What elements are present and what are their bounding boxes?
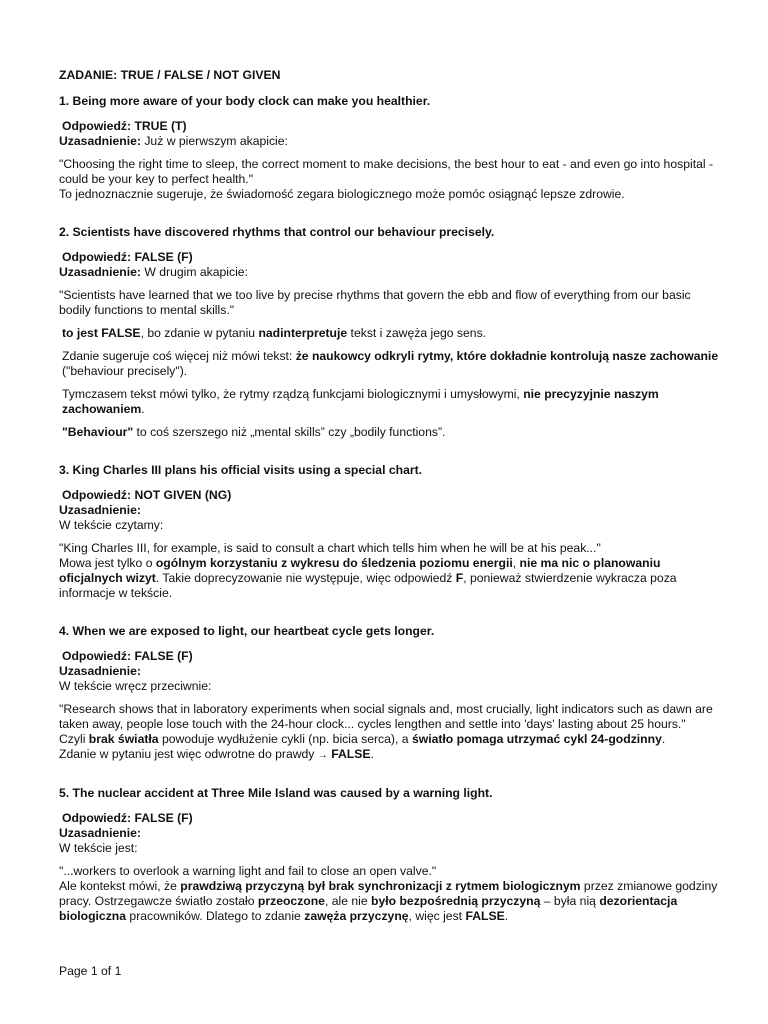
text: tekst i zawęża jego sens. [347,326,487,340]
text: . [504,909,509,923]
document-body [59,68,719,924]
justification-2 [59,265,719,280]
bold-text: FALSE [465,909,505,923]
comment-1: To jednoznacznie sugeruje, że świadomość zegara biologicznego może pomóc osiągnąć lepsze zdrowie. [59,187,625,201]
quote-5: "...workers to overlook a warning light and fail to close an open valve." [59,864,437,878]
item-3 [59,463,719,601]
bold-text: przeoczone [257,894,325,908]
question-5: 5. The nuclear accident at Three Mile Island was caused by a warning light. [59,786,493,800]
answer-3: Odpowiedź: NOT GIVEN (NG) [62,488,232,502]
arrow-right-icon: → [317,750,328,761]
bold-text: brak światła [88,732,159,746]
bold-text: to jest FALSE [62,326,141,340]
text: Zdanie w pytaniu jest więc odwrotne do prawdy [59,747,318,761]
text: Czyli [59,732,89,746]
bold-text: ogólnym korzystaniu z wykresu do śledzenia poziomu energii [155,556,513,570]
item-2 [59,225,719,440]
quote-3: "King Charles III, for example, is said to consult a chart which tells him when he will be at his peak..." [59,541,601,555]
answer-4: Odpowiedź: FALSE (F) [62,649,193,663]
quote-4: "Research shows that in laboratory experiments when social signals and, most crucially, light indicators such as dawn are taken away, people lose touch with the 24-hour clock... cycles lengthen and settle into 'days' lasting about 25 hours." [59,702,713,731]
comment-5 [59,879,719,924]
page-number: Page 1 of 1 [59,964,122,978]
bold-text: że naukowcy odkryli rytmy, które dokładnie kontrolują nasze zachowanie [295,349,719,363]
question-4: 4. When we are exposed to light, our heartbeat cycle gets longer. [59,624,435,638]
text: – była nią [540,894,600,908]
bold-text: prawdziwą przyczyną był brak synchronizacji z rytmem biologicznym [180,879,581,893]
bold-text: F [455,571,464,585]
spacer [59,440,719,463]
item-5 [59,786,719,924]
justification-intro: W tekście czytamy: [59,518,164,532]
justification-intro: W tekście wręcz przeciwnie: [59,679,212,693]
comment-2c [59,387,719,417]
answer-2: Odpowiedź: FALSE (F) [62,250,193,264]
justification-intro: Już w pierwszym akapicie: [140,134,288,148]
text: powoduje wydłużenie cykli (np. bicia serca), a [158,732,412,746]
answer-1: Odpowiedź: TRUE (T) [62,119,187,133]
bold-text: nie ma nic o planowaniu oficjalnych wizyt [59,556,661,585]
item-4 [59,624,719,763]
bold-text: nadinterpretuje [258,326,348,340]
justification-label: Uzasadnienie: [59,265,141,279]
text: , bo zdanie w pytaniu [140,326,259,340]
question-3: 3. King Charles III plans his official visits using a special chart. [59,463,423,477]
spacer [59,763,719,786]
spacer [59,601,719,624]
justification-label: Uzasadnienie: [59,826,141,840]
bold-text: FALSE [331,747,371,761]
question-2: 2. Scientists have discovered rhythms that control our behaviour precisely. [59,225,495,239]
comment-4b [59,747,719,763]
text: Tymczasem tekst mówi tylko, że rytmy rządzą funkcjami biologicznymi i umysłowymi, [62,387,524,401]
text: pracowników. Dlatego to zdanie [126,909,305,923]
comment-3 [59,556,719,601]
item-1 [59,94,719,202]
text: Mowa jest tylko o [59,556,156,570]
text: . [141,402,145,416]
justification-label: Uzasadnienie: [59,503,141,517]
bold-text: zawęża przyczynę [304,909,409,923]
question-1: 1. Being more aware of your body clock can make you healthier. [59,94,431,108]
comment-4a [59,732,719,747]
text: . [661,732,666,746]
text: , ale nie [324,894,372,908]
quote-2: "Scientists have learned that we too live by precise rhythms that govern the ebb and flow of everything from our basic bodily functions to mental skills." [59,288,691,317]
text: Ale kontekst mówi, że [59,879,181,893]
comment-2a [59,326,719,341]
justification-label: Uzasadnienie: [59,664,141,678]
bold-text: "Behaviour" [62,425,134,439]
text: Zdanie sugeruje coś więcej niż mówi tekst: [62,349,296,363]
answer-5: Odpowiedź: FALSE (F) [62,811,193,825]
justification-intro: W drugim akapicie: [140,265,248,279]
quote-1: "Choosing the right time to sleep, the correct moment to make decisions, the best hour to eat - and even go into hospital - could be your key to perfect health." [59,157,714,186]
bold-text: nie precyzyjnie naszym zachowaniem [62,387,659,416]
justification-intro: W tekście jest: [59,841,138,855]
bold-text: dezorientacja biologiczna [59,894,678,923]
justification-1 [59,134,719,149]
text: ("behaviour precisely"). [62,364,188,378]
document-title: ZADANIE: TRUE / FALSE / NOT GIVEN [59,68,281,82]
text: , [512,556,520,570]
text: . [370,747,374,761]
text: , więc jest [408,909,466,923]
bold-text: światło pomaga utrzymać cykl 24-godzinny [411,732,662,746]
spacer [59,202,719,225]
bold-text: było bezpośrednią przyczyną [371,894,541,908]
comment-2d [59,425,719,440]
text: to coś szerszego niż „mental skills” czy „bodily functions”. [133,425,446,439]
justification-label: Uzasadnienie: [59,134,141,148]
text: . Takie doprecyzowanie nie występuje, więc odpowiedź [155,571,456,585]
text: , ponieważ stwierdzenie wykracza poza informacje w tekście. [59,571,677,600]
text: przez zmianowe godziny pracy. Ostrzegawcze światło zostało [59,879,718,908]
comment-2b [59,349,719,379]
